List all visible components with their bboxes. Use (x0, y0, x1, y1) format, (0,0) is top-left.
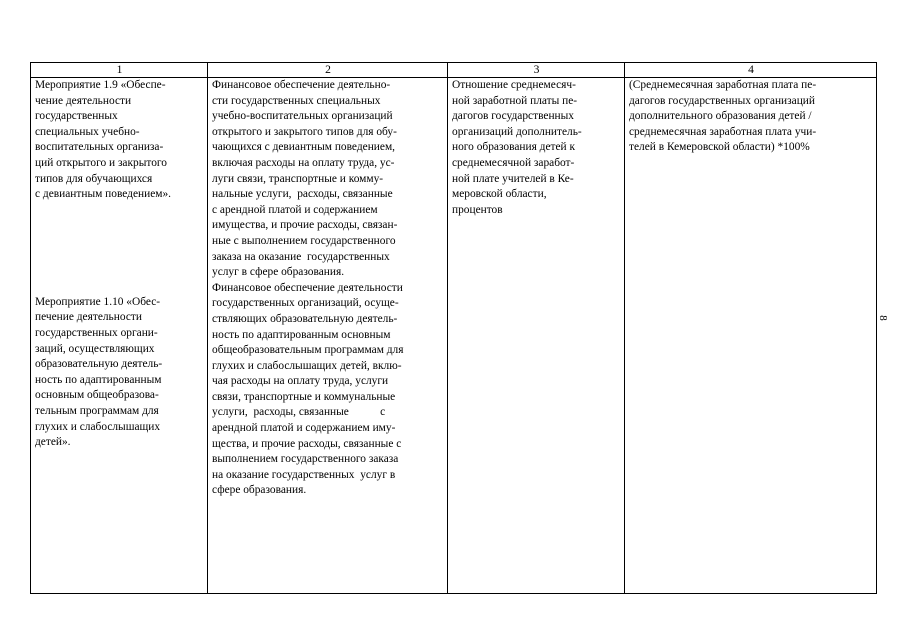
column-header-2: 2 (208, 63, 448, 78)
table-row (31, 78, 877, 594)
indicator-text: Отношение среднемесяч- ной заработной платы пе- дагогов государственных организаций дополнитель- ного образования детей к среднемесячной заработ- ной плате учителей в Ке- меровской области, процентов (452, 79, 582, 216)
formula-cell (625, 78, 877, 594)
funding-description-1-10: Финансовое обеспечение деятельности государственных организаций, осуще- ствляющих образовательную деятель- ность по адаптированным основным общеобразовательным программам для глухих и слабослышащих детей, вклю- чая расходы на оплату труда, услуги связи, транспортные и коммунальные услуги, расходы, связанные с арендной платой и содержанием иму- щества, и прочие расходы, связанные с выполнением государственного заказа на оказание государственных услуг в сфере образования. (212, 281, 404, 497)
table-header-row (31, 63, 877, 78)
column-header-4: 4 (625, 63, 877, 78)
funding-description-1-9: Финансовое обеспечение деятельно- сти государственных специальных учебно-воспитательных организаций открытого и закрытого типов для обу- чающихся с девиантным поведением, включая расходы на оплату труда, ус- луги связи, транспортные и комму- нальные услуги, расходы, связанные с арендной платой и содержанием имущества, и прочие расходы, связан- ные с выполнением государственного заказа на оказание государственных услуг в сфере образования. (212, 79, 398, 279)
activity-name-cell (31, 78, 208, 594)
activity-1-9-text: Мероприятие 1.9 «Обеспе- чение деятельности государственных специальных учебно- воспитательных организа- ций открытого и закрытого типов для обучающихся с девиантным поведением». (35, 79, 172, 201)
activity-1-10-text: Мероприятие 1.10 «Обес- печение деятельности государственных органи- заций, осуществляющих образовательную деятель- ность по адаптированным основным общеобразова- тельным программам для глухих и слабослышащих детей». (35, 295, 163, 449)
program-activities-table (30, 62, 877, 594)
indicator-cell (448, 78, 625, 594)
formula-text: (Среднемесячная заработная плата пе- дагогов государственных организаций дополнительного образования детей / среднемесячная заработная плата учи- телей в Кемеровской области) *100% (629, 79, 817, 154)
page-number: 8 (876, 315, 889, 321)
column-header-1: 1 (31, 63, 208, 78)
column-header-3: 3 (448, 63, 625, 78)
activity-description-cell (208, 78, 448, 594)
